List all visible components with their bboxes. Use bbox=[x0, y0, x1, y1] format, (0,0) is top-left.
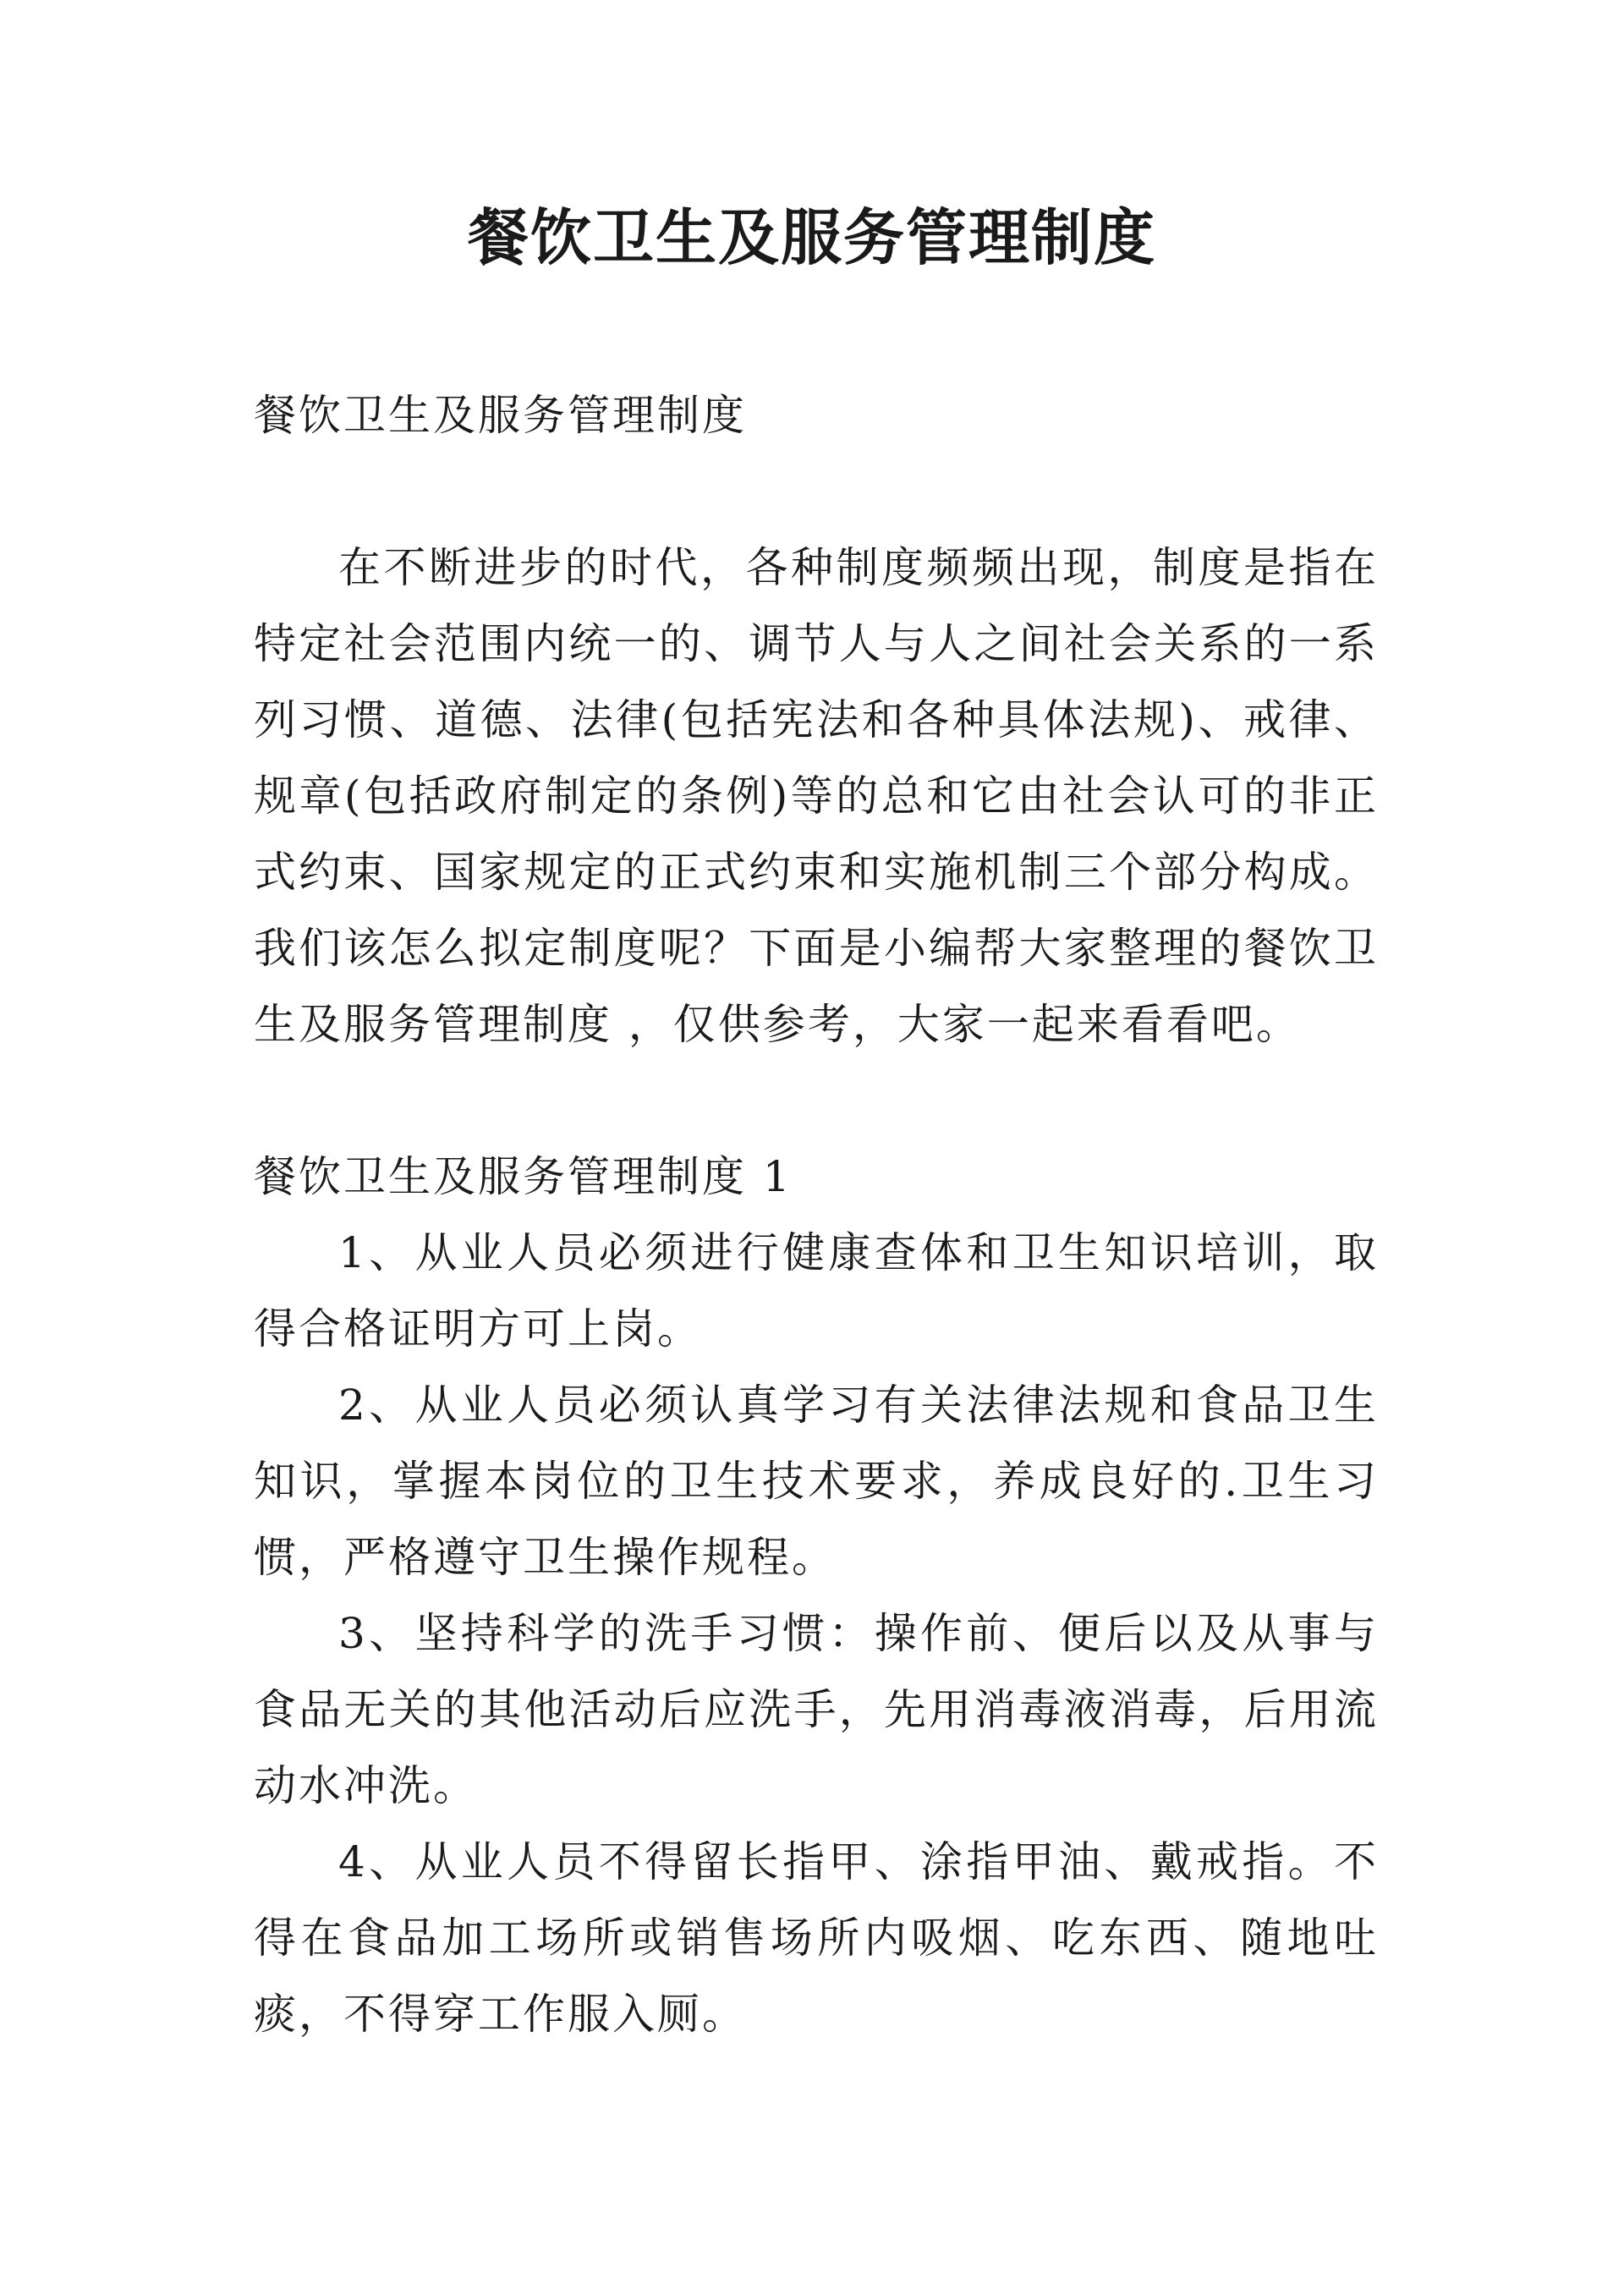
rule-item-1: 1、从业人员必须进行健康查体和卫生知识培训，取得合格证明方可上岗。 bbox=[254, 1228, 1379, 1353]
intro-paragraph: 在不断进步的时代，各种制度频频出现，制度是指在特定社会范围内统一的、调节人与人之间社会关系的一系列习惯、道德、法律(包括宪法和各种具体法规)、戒律、规章(包括政府制定的条例)等的总和它由社会认可的非正式约束、国家规定的正式约束和实施机制三个部分构成。我们该怎么拟定制度呢？下面是小编帮大家整理的餐饮卫生及服务管理制度 ，仅供参考，大家一起来看看吧。 bbox=[254, 543, 1379, 1049]
rules-list bbox=[254, 1215, 1379, 2052]
rule-item-3: 3、坚持科学的洗手习惯：操作前、便后以及从事与食品无关的其他活动后应洗手，先用消毒液消毒，后用流动水冲洗。 bbox=[254, 1609, 1379, 1810]
rule-item-2: 2、从业人员必须认真学习有关法律法规和食品卫生知识，掌握本岗位的卫生技术要求，养成良好的.卫生习惯，严格遵守卫生操作规程。 bbox=[254, 1381, 1379, 1582]
section-heading: 餐饮卫生及服务管理制度 1 bbox=[254, 1152, 793, 1201]
document-subtitle: 餐饮卫生及服务管理制度 bbox=[254, 391, 747, 440]
rule-item-4: 4、从业人员不得留长指甲、涂指甲油、戴戒指。不得在食品加工场所或销售场所内吸烟、吃东西、随地吐痰，不得穿工作服入厕。 bbox=[254, 1837, 1379, 2039]
document-title: 餐饮卫生及服务管理制度 bbox=[467, 202, 1156, 273]
